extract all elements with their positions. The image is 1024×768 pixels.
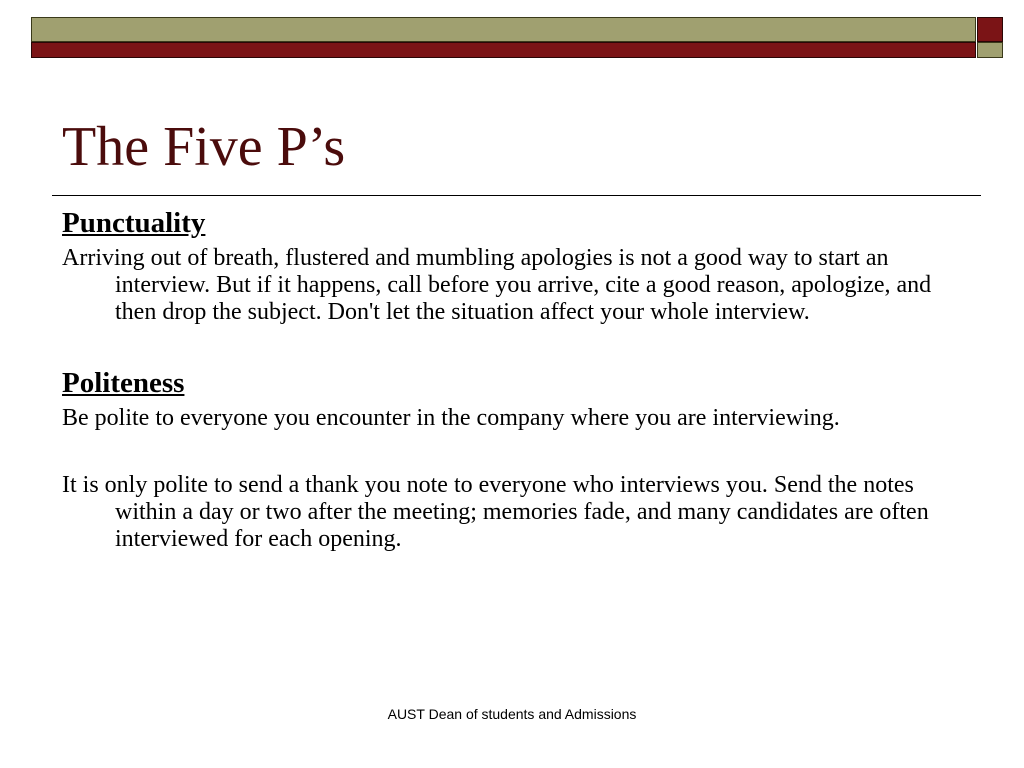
header-bar-olive	[31, 17, 976, 42]
title-divider	[52, 195, 981, 196]
header-square-olive	[977, 42, 1003, 58]
section-heading-politeness: Politeness	[62, 367, 185, 399]
punctuality-paragraph: Arriving out of breath, flustered and mumbling apologies is not a good way to start an interview. But if it happens, call before you arrive, cite a good reason, apologize, and then drop the subject. Don't let the situation affect your whole interview.	[62, 245, 932, 325]
politeness-paragraph-2: It is only polite to send a thank you note to everyone who interviews you. Send the notes within a day or two after the meeting; memories fade, and many candidates are often interviewed for each opening.	[62, 472, 929, 552]
slide-footer: AUST Dean of students and Admissions	[387, 706, 637, 722]
slide-body	[62, 205, 962, 553]
section-heading-punctuality: Punctuality	[62, 207, 206, 239]
slide-title: The Five P’s	[62, 116, 346, 178]
header-square-maroon	[977, 17, 1003, 42]
politeness-paragraph-1: Be polite to everyone you encounter in the company where you are interviewing.	[62, 405, 840, 431]
header-bar-maroon	[31, 42, 976, 58]
